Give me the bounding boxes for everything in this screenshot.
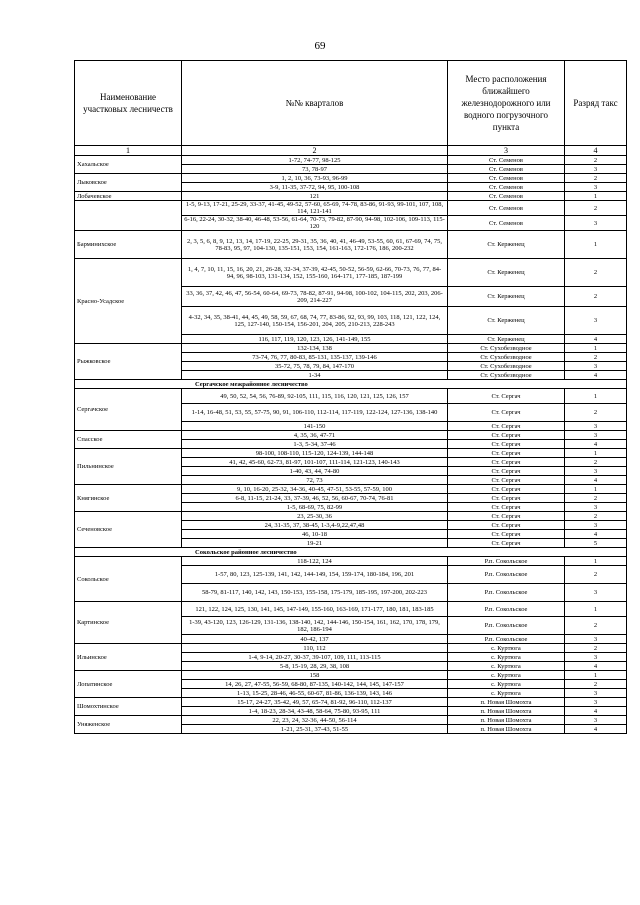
quarters-cell: 118-122, 124 [182, 557, 448, 566]
loading-point-cell: с. Куртюга [448, 689, 565, 698]
quarters-cell: 1-72, 74-77, 98-125 [182, 156, 448, 165]
quarters-cell: 14, 26, 27, 47-55, 56-59, 68-80, 87-135, 140-142, 144, 145, 147-157 [182, 680, 448, 689]
table-row [75, 192, 627, 201]
loading-point-cell: с. Куртюга [448, 671, 565, 680]
tax-rank-cell: 3 [565, 716, 627, 725]
tax-rank-cell: 4 [565, 530, 627, 539]
loading-point-cell: Р.п. Сокольское [448, 602, 565, 617]
tax-rank-cell: 3 [565, 307, 627, 335]
quarters-cell: 1, 2, 10, 36, 73-93, 96-99 [182, 174, 448, 183]
loading-point-cell: с. Куртюга [448, 653, 565, 662]
tax-rank-cell: 1 [565, 192, 627, 201]
quarters-cell: 19-21 [182, 539, 448, 548]
quarters-cell: 1-34 [182, 371, 448, 380]
tax-rank-cell: 3 [565, 165, 627, 174]
quarters-cell: 41, 42, 45-60, 62-73, 81-97, 101-107, 111-114, 121-123, 140-143 [182, 458, 448, 467]
loading-point-cell: Ст. Семенов [448, 216, 565, 231]
loading-point-cell: Ст. Сергач [448, 389, 565, 404]
forest-table [74, 60, 627, 734]
loading-point-cell: Ст. Сергач [448, 539, 565, 548]
forestry-name: Сергачское [75, 389, 182, 431]
loading-point-cell: Ст. Семенов [448, 156, 565, 165]
tax-rank-cell: 1 [565, 671, 627, 680]
loading-point-cell: Ст. Сергач [448, 476, 565, 485]
forestry-name: Шомохтинское [75, 698, 182, 716]
tax-rank-cell: 3 [565, 467, 627, 476]
quarters-cell: 46, 10-18 [182, 530, 448, 539]
table-row [75, 512, 627, 521]
table-row [75, 201, 627, 216]
section-row [75, 380, 627, 389]
tax-rank-cell: 3 [565, 503, 627, 512]
section-row [75, 548, 627, 557]
tax-rank-cell: 1 [565, 389, 627, 404]
loading-point-cell: Ст. Сергач [448, 503, 565, 512]
quarters-cell: 23, 25-30, 36 [182, 512, 448, 521]
tax-rank-cell: 2 [565, 156, 627, 165]
column-number: 3 [448, 146, 565, 156]
quarters-cell: 35-72, 75, 78, 79, 84, 147-170 [182, 362, 448, 371]
quarters-cell: 132-134, 138 [182, 344, 448, 353]
tax-rank-cell: 2 [565, 404, 627, 422]
tax-rank-cell: 4 [565, 707, 627, 716]
forestry-name: Пильнинское [75, 449, 182, 485]
forestry-name: Лыковское [75, 174, 182, 192]
table-row [75, 389, 627, 404]
quarters-cell: 141-150 [182, 422, 448, 431]
quarters-cell: 1-13, 15-25, 28-46, 46-55, 60-67, 81-86, 136-139, 143, 146 [182, 689, 448, 698]
loading-point-cell: Ст. Сергач [448, 530, 565, 539]
quarters-cell: 6-8, 11-15, 21-24, 33, 37-39, 46, 52, 56, 60-67, 70-74, 76-81 [182, 494, 448, 503]
quarters-cell: 158 [182, 671, 448, 680]
forestry-name: Сокольское [75, 557, 182, 602]
quarters-cell: 1-4, 9-14, 20-27, 30-37, 39-107, 109, 111, 113-115 [182, 653, 448, 662]
tax-rank-cell: 2 [565, 287, 627, 307]
loading-point-cell: Ст. Сергач [448, 458, 565, 467]
page-number: 69 [314, 40, 326, 52]
forestry-name: Барминихское [75, 231, 182, 259]
quarters-cell: 15-17, 24-27, 35-42, 49, 57, 65-74, 81-92, 96-110, 112-137 [182, 698, 448, 707]
loading-point-cell: с. Куртюга [448, 662, 565, 671]
tax-rank-cell: 3 [565, 584, 627, 602]
quarters-cell: 2, 3, 5, 6, 8, 9, 12, 13, 14, 17-19, 22-25, 29-31, 35, 36, 40, 41, 46-49, 53-55, 60, 61, 67-69, 74, 75, 78-83, 95, 97, 104-130, 135-151, 153, 154, 161-163, 172-176, 186, 200-232 [182, 231, 448, 259]
tax-rank-cell: 3 [565, 635, 627, 644]
tax-rank-cell: 3 [565, 362, 627, 371]
tax-rank-cell: 2 [565, 680, 627, 689]
table-row [75, 602, 627, 617]
loading-point-cell: Ст. Сухобезводное [448, 344, 565, 353]
loading-point-cell: Ст. Керженец [448, 335, 565, 344]
forestry-name [75, 201, 182, 231]
quarters-cell: 24, 31-35, 37, 38-45, 1-3,4-9,22,47,48 [182, 521, 448, 530]
header-loading-point: Место расположения ближайшего железнодорожного или водного погрузочного пункта [448, 61, 565, 146]
quarters-cell: 73-74, 76, 77, 80-83, 85-131, 135-137, 139-146 [182, 353, 448, 362]
quarters-cell: 1-5, 68-69, 75, 82-99 [182, 503, 448, 512]
quarters-cell: 40-42, 137 [182, 635, 448, 644]
quarters-cell: 49, 50, 52, 54, 56, 76-89, 92-105, 111, 115, 116, 120, 121, 125, 126, 157 [182, 389, 448, 404]
quarters-cell: 6-16, 22-24, 30-32, 38-40, 46-48, 53-56, 61-64, 70-73, 79-82, 87-90, 94-98, 102-106, 109-113, 115-120 [182, 216, 448, 231]
column-number: 1 [75, 146, 182, 156]
tax-rank-cell: 3 [565, 216, 627, 231]
table-row [75, 431, 627, 440]
loading-point-cell: Ст. Сергач [448, 449, 565, 458]
section-title: Сокольское районное лесничество [75, 548, 627, 557]
table-row [75, 698, 627, 707]
tax-rank-cell: 1 [565, 485, 627, 494]
tax-rank-cell: 3 [565, 653, 627, 662]
loading-point-cell: Ст. Семенов [448, 183, 565, 192]
forestry-name: Спасское [75, 431, 182, 449]
column-number: 4 [565, 146, 627, 156]
loading-point-cell: Ст. Сухобезводное [448, 353, 565, 362]
loading-point-cell: п. Новая Шомохта [448, 707, 565, 716]
loading-point-cell: Ст. Сергач [448, 440, 565, 449]
forestry-name: Лопатинское [75, 671, 182, 698]
table-row [75, 644, 627, 653]
quarters-cell: 33, 36, 37, 42, 46, 47, 56-54, 60-64, 69-73, 78-82, 87-91, 94-98, 100-102, 104-115, 202, 203, 206-209, 214-227 [182, 287, 448, 307]
forestry-name: Красно-Усадское [75, 259, 182, 344]
tax-rank-cell: 2 [565, 201, 627, 216]
table-row [75, 344, 627, 353]
tax-rank-cell: 4 [565, 335, 627, 344]
tax-rank-cell: 1 [565, 602, 627, 617]
tax-rank-cell: 3 [565, 698, 627, 707]
table-row [75, 259, 627, 287]
table-row [75, 231, 627, 259]
loading-point-cell: Ст. Сергач [448, 467, 565, 476]
forestry-name: Уняженское [75, 716, 182, 734]
tax-rank-cell: 3 [565, 431, 627, 440]
forestry-name: Хахальское [75, 156, 182, 174]
quarters-cell: 1-3, 5-34, 37-46 [182, 440, 448, 449]
forestry-name: Лобачевское [75, 192, 182, 201]
quarters-cell: 110, 112 [182, 644, 448, 653]
column-number: 2 [182, 146, 448, 156]
quarters-cell: 1-39, 43-120, 123, 126-129, 131-136, 138-140, 142, 144-146, 150-154, 161, 162, 170, 178, 179, 182, 186-194 [182, 617, 448, 635]
loading-point-cell: п. Новая Шомохта [448, 716, 565, 725]
quarters-cell: 4-32, 34, 35, 38-41, 44, 45, 49, 58, 59, 67, 68, 74, 77, 83-86, 92, 93, 99, 103, 118, 121, 122, 124, 125, 127-140, 150-154, 156-201, 204, 205, 210-213, 228-243 [182, 307, 448, 335]
loading-point-cell: п. Новая Шомохта [448, 725, 565, 734]
table-row [75, 156, 627, 165]
forestry-name: Картинское [75, 602, 182, 644]
tax-rank-cell: 1 [565, 449, 627, 458]
loading-point-cell: Ст. Сергач [448, 422, 565, 431]
tax-rank-cell: 2 [565, 494, 627, 503]
quarters-cell: 5-8, 15-19, 28, 29, 38, 108 [182, 662, 448, 671]
loading-point-cell: Ст. Керженец [448, 259, 565, 287]
tax-rank-cell: 2 [565, 353, 627, 362]
tax-rank-cell: 5 [565, 539, 627, 548]
tax-rank-cell: 3 [565, 422, 627, 431]
tax-rank-cell: 1 [565, 557, 627, 566]
header-quarters: №№ кварталов [182, 61, 448, 146]
loading-point-cell: Ст. Сергач [448, 521, 565, 530]
forestry-name: Рыжковское [75, 344, 182, 380]
forestry-name: Сеченовское [75, 512, 182, 548]
loading-point-cell: Р.п. Сокольское [448, 557, 565, 566]
quarters-cell: 3-9, 11-35, 37-72, 94, 95, 100-108 [182, 183, 448, 192]
header-tax-rank: Разряд такс [565, 61, 627, 146]
table-row [75, 449, 627, 458]
loading-point-cell: Ст. Сергач [448, 404, 565, 422]
tax-rank-cell: 2 [565, 174, 627, 183]
quarters-cell: 1-4, 18-23, 28-34, 43-48, 58-64, 75-80, 93-95, 111 [182, 707, 448, 716]
tax-rank-cell: 2 [565, 617, 627, 635]
table-row [75, 557, 627, 566]
tax-rank-cell: 3 [565, 689, 627, 698]
loading-point-cell: с. Куртюга [448, 680, 565, 689]
tax-rank-cell: 4 [565, 440, 627, 449]
tax-rank-cell: 2 [565, 512, 627, 521]
quarters-cell: 22, 23, 24, 32-36, 44-50, 56-114 [182, 716, 448, 725]
loading-point-cell: Ст. Сергач [448, 494, 565, 503]
tax-rank-cell: 2 [565, 458, 627, 467]
tax-rank-cell: 1 [565, 344, 627, 353]
loading-point-cell: Ст. Сергач [448, 512, 565, 521]
tax-rank-cell: 2 [565, 259, 627, 287]
loading-point-cell: Ст. Семенов [448, 192, 565, 201]
loading-point-cell: Р.п. Сокольское [448, 635, 565, 644]
quarters-cell: 121, 122, 124, 125, 130, 141, 145, 147-149, 155-160, 163-169, 171-177, 180, 181, 183-185 [182, 602, 448, 617]
tax-rank-cell: 3 [565, 183, 627, 192]
loading-point-cell: Р.п. Сокольское [448, 617, 565, 635]
loading-point-cell: Ст. Керженец [448, 287, 565, 307]
forestry-name: Княгинское [75, 485, 182, 512]
loading-point-cell: Р.п. Сокольское [448, 566, 565, 584]
quarters-cell: 1-21, 25-31, 37-43, 51-55 [182, 725, 448, 734]
tax-rank-cell: 2 [565, 566, 627, 584]
loading-point-cell: п. Новая Шомохта [448, 698, 565, 707]
table-row [75, 174, 627, 183]
tax-rank-cell: 4 [565, 371, 627, 380]
tax-rank-cell: 3 [565, 521, 627, 530]
forestry-name: Ильинское [75, 644, 182, 671]
quarters-cell: 72, 73 [182, 476, 448, 485]
quarters-cell: 1, 4, 7, 10, 11, 15, 16, 20, 21, 26-28, 32-34, 37-39, 42-45, 50-52, 56-59, 62-66, 70-73, 76, 77, 84-94, 96, 98-103, 131-134, 152, 155-160, 164-171, 177-185, 187-199 [182, 259, 448, 287]
quarters-cell: 4, 35, 36, 47-71 [182, 431, 448, 440]
header-forestry: Наименование участковых лесничеств [75, 61, 182, 146]
quarters-cell: 1-57, 80, 123, 125-139, 141, 142, 144-149, 154, 159-174, 180-184, 196, 201 [182, 566, 448, 584]
section-title: Сергачское межрайонное лесничество [75, 380, 627, 389]
tax-rank-cell: 4 [565, 662, 627, 671]
loading-point-cell: Ст. Сухобезводное [448, 362, 565, 371]
tax-rank-cell: 4 [565, 476, 627, 485]
quarters-cell: 1-5, 9-13, 17-21, 25-29, 33-37, 41-45, 49-52, 57-60, 65-69, 74-78, 83-86, 91-93, 99-101, 107, 108, 114, 121-141 [182, 201, 448, 216]
loading-point-cell: Ст. Семенов [448, 174, 565, 183]
loading-point-cell: Ст. Керженец [448, 307, 565, 335]
quarters-cell: 121 [182, 192, 448, 201]
loading-point-cell: Ст. Семенов [448, 201, 565, 216]
quarters-cell: 73, 78-97 [182, 165, 448, 174]
loading-point-cell: Ст. Сухобезводное [448, 371, 565, 380]
loading-point-cell: Ст. Сергач [448, 431, 565, 440]
header-row [75, 61, 627, 146]
column-number-row [75, 146, 627, 156]
quarters-cell: 9, 10, 16-20, 25-32, 34-36, 40-45, 47-51, 53-55, 57-59, 100 [182, 485, 448, 494]
table-row [75, 716, 627, 725]
quarters-cell: 98-100, 108-110, 115-120, 124-139, 144-148 [182, 449, 448, 458]
loading-point-cell: Р.п. Сокольское [448, 584, 565, 602]
quarters-cell: 58-79, 81-117, 140, 142, 143, 150-153, 155-158, 175-179, 185-195, 197-200, 202-223 [182, 584, 448, 602]
loading-point-cell: Ст. Керженец [448, 231, 565, 259]
loading-point-cell: Ст. Семенов [448, 165, 565, 174]
quarters-cell: 1-40, 43, 44, 74-80 [182, 467, 448, 476]
quarters-cell: 1-14, 16-48, 51, 53, 55, 57-75, 90, 91, 106-110, 112-114, 117-119, 122-124, 127-136, 138-140 [182, 404, 448, 422]
tax-rank-cell: 4 [565, 725, 627, 734]
loading-point-cell: Ст. Сергач [448, 485, 565, 494]
tax-rank-cell: 2 [565, 644, 627, 653]
table-row [75, 671, 627, 680]
loading-point-cell: с. Куртюга [448, 644, 565, 653]
quarters-cell: 116, 117, 119, 120, 123, 126, 141-149, 155 [182, 335, 448, 344]
table-row [75, 485, 627, 494]
tax-rank-cell: 1 [565, 231, 627, 259]
